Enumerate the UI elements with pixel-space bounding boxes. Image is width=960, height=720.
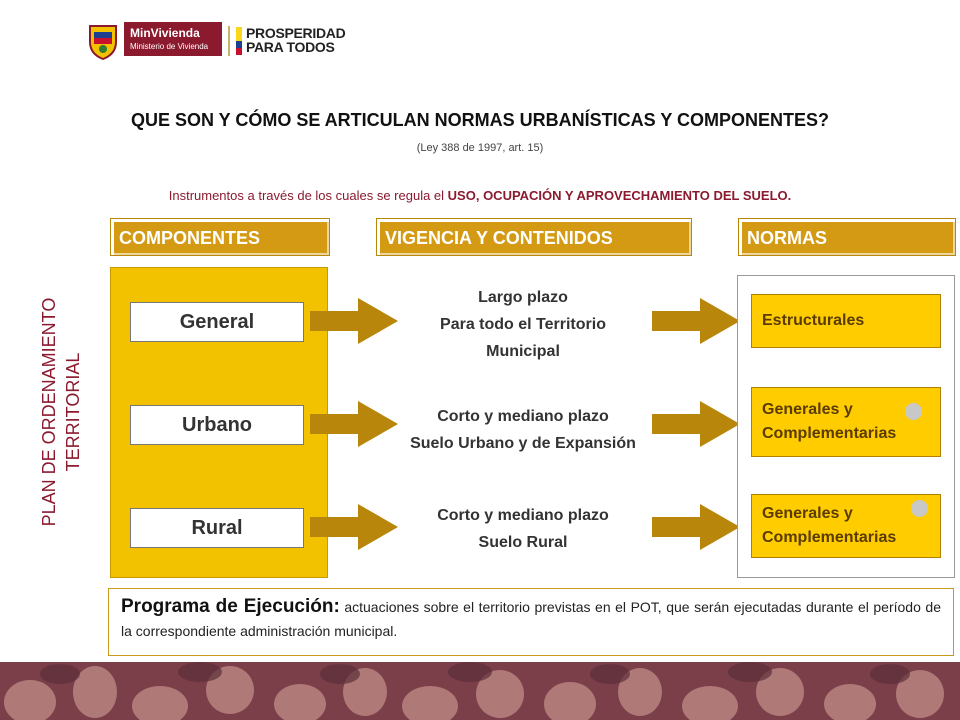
arrow-general-to-norms [652, 298, 742, 344]
norm-urbano-line1: Generales y [762, 401, 853, 418]
side-label-line1: PLAN DE ORDENAMIENTO [39, 297, 59, 527]
bullet-dot-icon [905, 403, 922, 420]
validity-general-line1: Largo plazo [478, 289, 568, 306]
arrow-general-to-validity [310, 298, 400, 344]
header-components: COMPONENTES [110, 218, 330, 256]
colombia-flag-icon [236, 27, 242, 55]
arrow-urbano-to-norms [652, 401, 742, 447]
minvivienda-logo [124, 22, 222, 56]
execution-program-label: Programa de Ejecución: [121, 596, 340, 617]
prosperidad-logo-line2: PARA TODOS [246, 39, 335, 55]
validity-urbano-line1: Corto y mediano plazo [437, 408, 609, 425]
norm-rural-line1: Generales y [762, 505, 853, 522]
validity-general [388, 284, 658, 365]
execution-program-text: actuaciones sobre el territorio previstas en el POT, que serán ejecutadas durante el período de la correspondiente administración municipal. [121, 599, 941, 639]
intro-text [0, 188, 960, 203]
side-label-line2: TERRITORIAL [63, 352, 83, 472]
component-general: General [130, 302, 304, 342]
norm-rural-line2: Complementarias [762, 529, 897, 546]
norm-urbano-line2: Complementarias [762, 425, 897, 442]
norm-urbano [751, 387, 941, 457]
header-validity: VIGENCIA Y CONTENIDOS [376, 218, 692, 256]
validity-general-line2: Para todo el Territorio [440, 316, 606, 333]
component-rural: Rural [130, 508, 304, 548]
minvivienda-logo-subtitle: Ministerio de Vivienda [130, 42, 209, 51]
intro-emphasis: USO, OCUPACIÓN Y APROVECHAMIENTO DEL SUELO. [447, 188, 792, 203]
arrow-rural-to-validity [310, 504, 400, 550]
validity-urbano [388, 403, 658, 457]
intro-prefix: Instrumentos a través de los cuales se regula el [168, 188, 448, 203]
side-label [34, 262, 94, 562]
execution-program [108, 588, 954, 656]
header-norms: NORMAS [738, 218, 956, 256]
crowd-photo [0, 662, 960, 720]
prosperidad-logo [246, 26, 345, 54]
component-urbano: Urbano [130, 405, 304, 445]
arrow-rural-to-norms [652, 504, 742, 550]
validity-rural-line2: Suelo Rural [478, 534, 568, 551]
prosperidad-logo-line1: PROSPERIDAD [246, 25, 346, 41]
page-subtitle: (Ley 388 de 1997, art. 15) [416, 142, 544, 154]
arrow-urbano-to-validity [310, 401, 400, 447]
colombia-coat-of-arms-icon [86, 22, 120, 60]
validity-rural-line1: Corto y mediano plazo [437, 507, 609, 524]
bullet-dot-icon [911, 500, 928, 517]
validity-general-line3: Municipal [486, 343, 560, 360]
norm-estructurales [751, 294, 941, 348]
norm-estructurales-label: Estructurales [762, 312, 865, 329]
minvivienda-logo-name: MinVivienda [130, 26, 200, 40]
logo-divider [228, 26, 230, 56]
validity-rural [388, 502, 658, 556]
validity-urbano-line2: Suelo Urbano y de Expansión [410, 435, 636, 452]
page-title: QUE SON Y CÓMO SE ARTICULAN NORMAS URBANÍSTICAS Y COMPONENTES? [130, 110, 830, 130]
